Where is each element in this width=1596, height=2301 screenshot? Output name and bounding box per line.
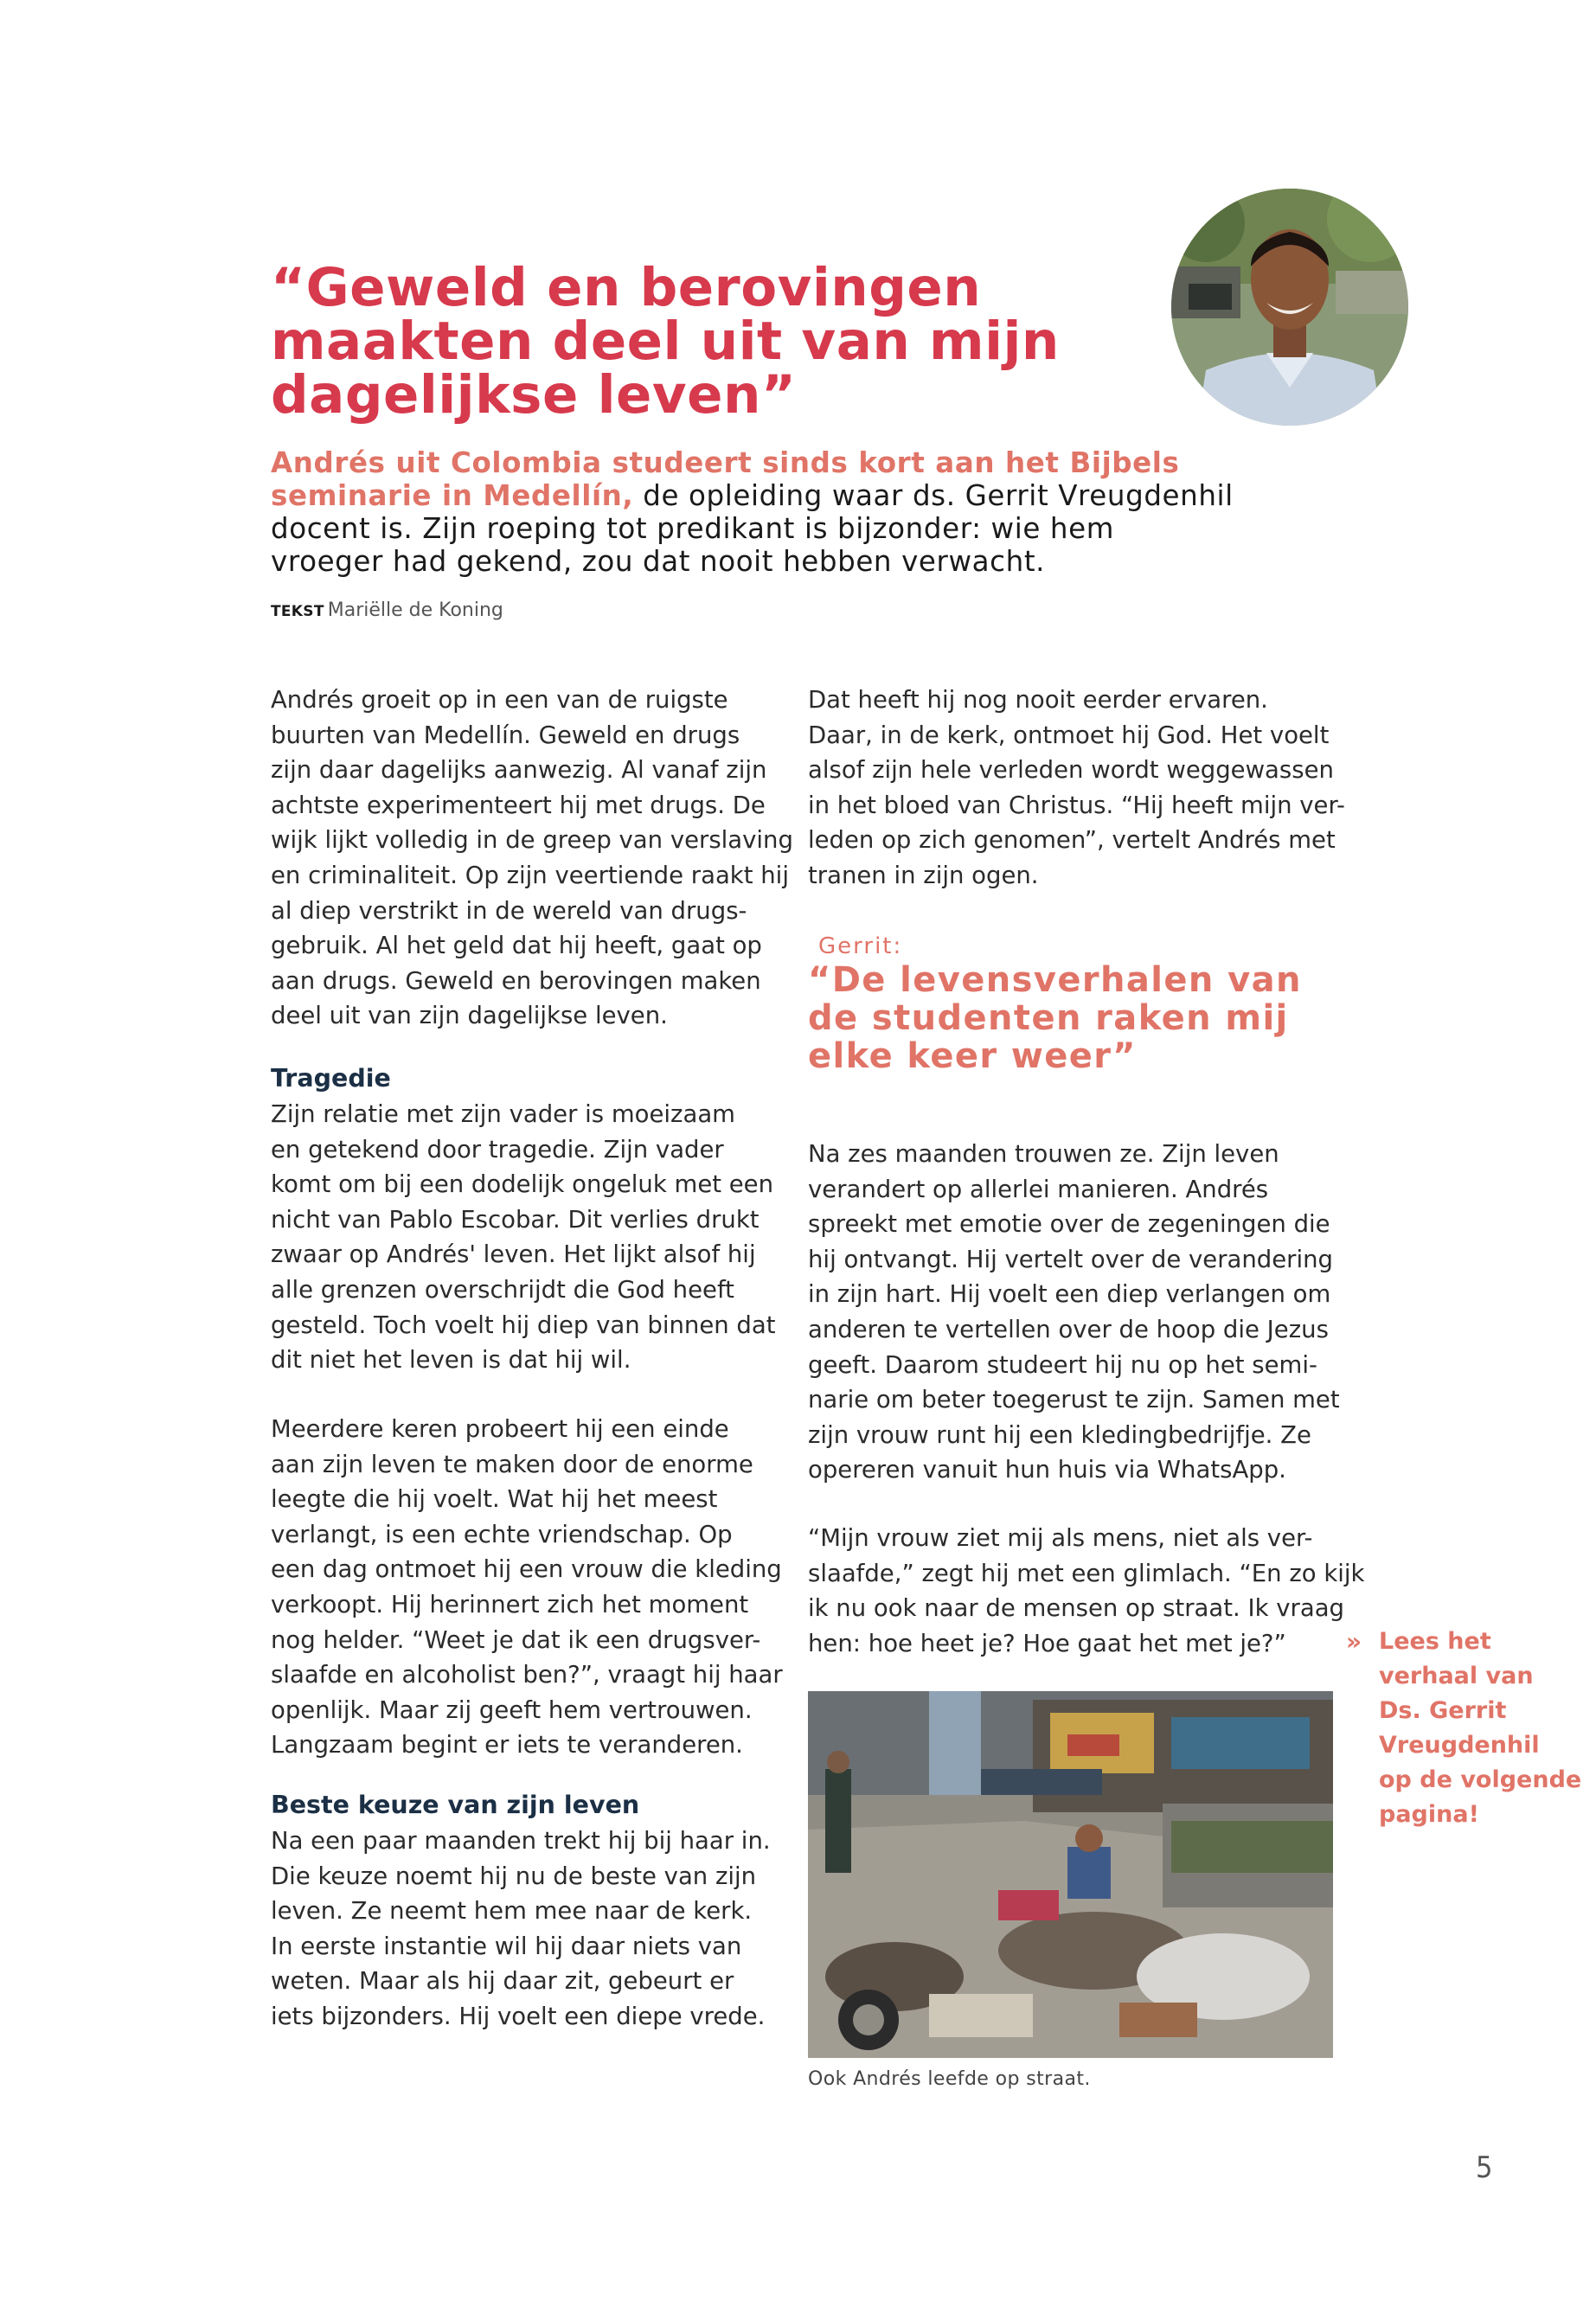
text-line: gesteld. Toch voelt hij diep van binnen dat — [271, 1311, 776, 1339]
pullquote — [808, 961, 1302, 1075]
text-line: anderen te vertellen over de hoop die Jezus — [808, 1315, 1329, 1343]
text-line: leegte die hij voelt. Wat hij het meest — [271, 1485, 718, 1514]
text-line: alsof zijn hele verleden wordt weggewassen — [808, 756, 1334, 785]
text-line: al diep verstrikt in de wereld van drugs- — [271, 896, 747, 925]
text-line: verandert op allerlei manieren. Andrés — [808, 1175, 1269, 1203]
text-line: in het bloed van Christus. “Hij heeft mijn ver- — [808, 791, 1345, 819]
text-line: hij ontvangt. Hij vertelt over de verandering — [808, 1245, 1334, 1273]
text-line: “De levensverhalen van — [808, 960, 1302, 1000]
text-line: opereren vanuit hun huis via WhatsApp. — [808, 1456, 1286, 1484]
text-line: narie om beter toegerust te zijn. Samen met — [808, 1386, 1340, 1414]
text-line: achtste experimenteert hij met drugs. De — [271, 791, 766, 819]
portrait-photo — [1171, 189, 1408, 426]
photo-caption: Ook Andrés leefde op straat. — [808, 2068, 1091, 2090]
street-scene-illustration — [808, 1691, 1333, 2058]
text-line: de studenten raken mij — [808, 998, 1289, 1038]
text-line: pagina! — [1379, 1801, 1479, 1828]
subheading-beste-keuze: Beste keuze van zijn leven — [271, 1791, 640, 1819]
body-paragraph — [808, 1137, 1340, 1488]
text-line: Daar, in de kerk, ontmoet hij God. Het voelt — [808, 721, 1330, 749]
headline-line: dagelijkse leven” — [271, 364, 797, 426]
page-number: 5 — [1476, 2150, 1493, 2185]
text-line: spreekt met emotie over de zegeningen die — [808, 1210, 1330, 1239]
text-line: Lees het — [1379, 1628, 1491, 1655]
text-line: aan drugs. Geweld en berovingen maken — [271, 966, 761, 995]
text-line: buurten van Medellín. Geweld en drugs — [271, 721, 740, 749]
body-paragraph — [271, 683, 793, 1034]
text-line: slaafde en alcoholist ben?”, vraagt hij haar — [271, 1661, 783, 1689]
text-line: “Mijn vrouw ziet mij als mens, niet als ver- — [808, 1524, 1313, 1552]
text-line: Langzaam begint er iets te veranderen. — [271, 1731, 743, 1759]
text-line: en criminaliteit. Op zijn veertiende raakt hij — [271, 861, 789, 889]
body-paragraph — [808, 1521, 1364, 1661]
text-line: weten. Maar als hij daar zit, gebeurt er — [271, 1967, 734, 1996]
text-line: Die keuze noemt hij nu de beste van zijn — [271, 1862, 757, 1890]
body-paragraph — [271, 1823, 771, 2035]
text-line: iets bijzonders. Hij voelt een diepe vrede. — [271, 2002, 766, 2030]
text-line: nicht van Pablo Escobar. Dit verlies drukt — [271, 1205, 760, 1234]
text-line: In eerste instantie wil hij daar niets van — [271, 1932, 742, 1960]
text-line: elke keer weer” — [808, 1036, 1137, 1076]
text-line: gebruik. Al het geld dat hij heeft, gaat op — [271, 932, 762, 960]
portrait-illustration — [1171, 189, 1408, 426]
text-line: zwaar op Andrés' leven. Het lijkt alsof hij — [271, 1240, 756, 1269]
text-line: openlijk. Maar zij geeft hem vertrouwen. — [271, 1695, 753, 1724]
credit-author: Mariëlle de Koning — [327, 599, 503, 621]
text-line: Meerdere keren probeert hij een einde — [271, 1415, 729, 1443]
text-line: komt om bij een dodelijk ongeluk met een — [271, 1170, 774, 1199]
text-line: aan zijn leven te maken door de enorme — [271, 1450, 753, 1478]
text-line: Ds. Gerrit — [1379, 1697, 1507, 1724]
intro-paragraph — [271, 446, 1292, 578]
text-line: Andrés groeit op in een van de ruigste — [271, 686, 728, 714]
text-line: tranen in zijn ogen. — [808, 861, 1039, 889]
author-credit — [271, 599, 503, 621]
intro-text: docent is. Zijn roeping tot predikant is bijzonder: wie hem — [271, 512, 1114, 545]
street-photo — [808, 1691, 1333, 2058]
text-line: ik nu ook naar de mensen op straat. Ik vraag — [808, 1594, 1344, 1623]
intro-text: vroeger had gekend, zou dat nooit hebben verwacht. — [271, 545, 1046, 578]
text-line: nog helder. “Weet je dat ik een drugsver- — [271, 1625, 761, 1654]
intro-lead: Andrés uit Colombia studeert sinds kort aan het Bijbels — [271, 446, 1180, 479]
headline-line: “Geweld en berovingen — [271, 257, 982, 318]
intro-text: de opleiding waar ds. Gerrit Vreugdenhil — [633, 479, 1234, 512]
body-paragraph — [808, 683, 1345, 894]
text-line: slaafde,” zegt hij met een glimlach. “En zo kijk — [808, 1559, 1365, 1587]
text-line: Zijn relatie met zijn vader is moeizaam — [271, 1100, 735, 1128]
credit-label: TEKST — [271, 603, 324, 620]
next-page-teaser[interactable] — [1379, 1625, 1581, 1832]
intro-lead: seminarie in Medellín, — [271, 479, 634, 512]
text-line: verkoopt. Hij herinnert zich het moment — [271, 1590, 749, 1618]
subheading-tragedie: Tragedie — [271, 1064, 391, 1093]
text-line: en getekend door tragedie. Zijn vader — [271, 1135, 724, 1163]
body-paragraph — [271, 1097, 776, 1378]
pullquote-attribution: Gerrit: — [818, 933, 903, 959]
text-line: wijk lijkt volledig in de greep van verslaving — [271, 826, 793, 855]
body-paragraph — [271, 1412, 783, 1763]
text-line: hen: hoe heet je? Hoe gaat het met je?” — [808, 1629, 1286, 1657]
text-line: op de volgende — [1379, 1766, 1582, 1793]
text-line: in zijn hart. Hij voelt een diep verlangen om — [808, 1280, 1331, 1309]
text-line: verlangt, is een echte vriendschap. Op — [271, 1520, 733, 1548]
chevron-right-icon: » — [1346, 1627, 1362, 1656]
text-line: zijn vrouw runt hij een kledingbedrijfje. Ze — [808, 1420, 1311, 1449]
headline-line: maakten deel uit van mijn — [271, 311, 1060, 372]
text-line: Dat heeft hij nog nooit eerder ervaren. — [808, 686, 1268, 714]
text-line: verhaal van — [1379, 1663, 1534, 1689]
text-line: dit niet het leven is dat hij wil. — [271, 1346, 631, 1375]
text-line: een dag ontmoet hij een vrouw die kleding — [271, 1555, 782, 1584]
text-line: alle grenzen overschrijdt die God heeft — [271, 1275, 734, 1304]
text-line: leden op zich genomen”, vertelt Andrés met — [808, 826, 1336, 855]
text-line: deel uit van zijn dagelijkse leven. — [271, 1002, 668, 1030]
text-line: Na zes maanden trouwen ze. Zijn leven — [808, 1140, 1279, 1168]
headline — [271, 257, 1136, 426]
text-line: geeft. Daarom studeert hij nu op het semi- — [808, 1350, 1317, 1379]
text-line: leven. Ze neemt hem mee naar de kerk. — [271, 1897, 753, 1926]
text-line: Na een paar maanden trekt hij bij haar in. — [271, 1827, 771, 1855]
text-line: Vreugdenhil — [1379, 1732, 1540, 1759]
text-line: zijn daar dagelijks aanwezig. Al vanaf zijn — [271, 756, 767, 785]
